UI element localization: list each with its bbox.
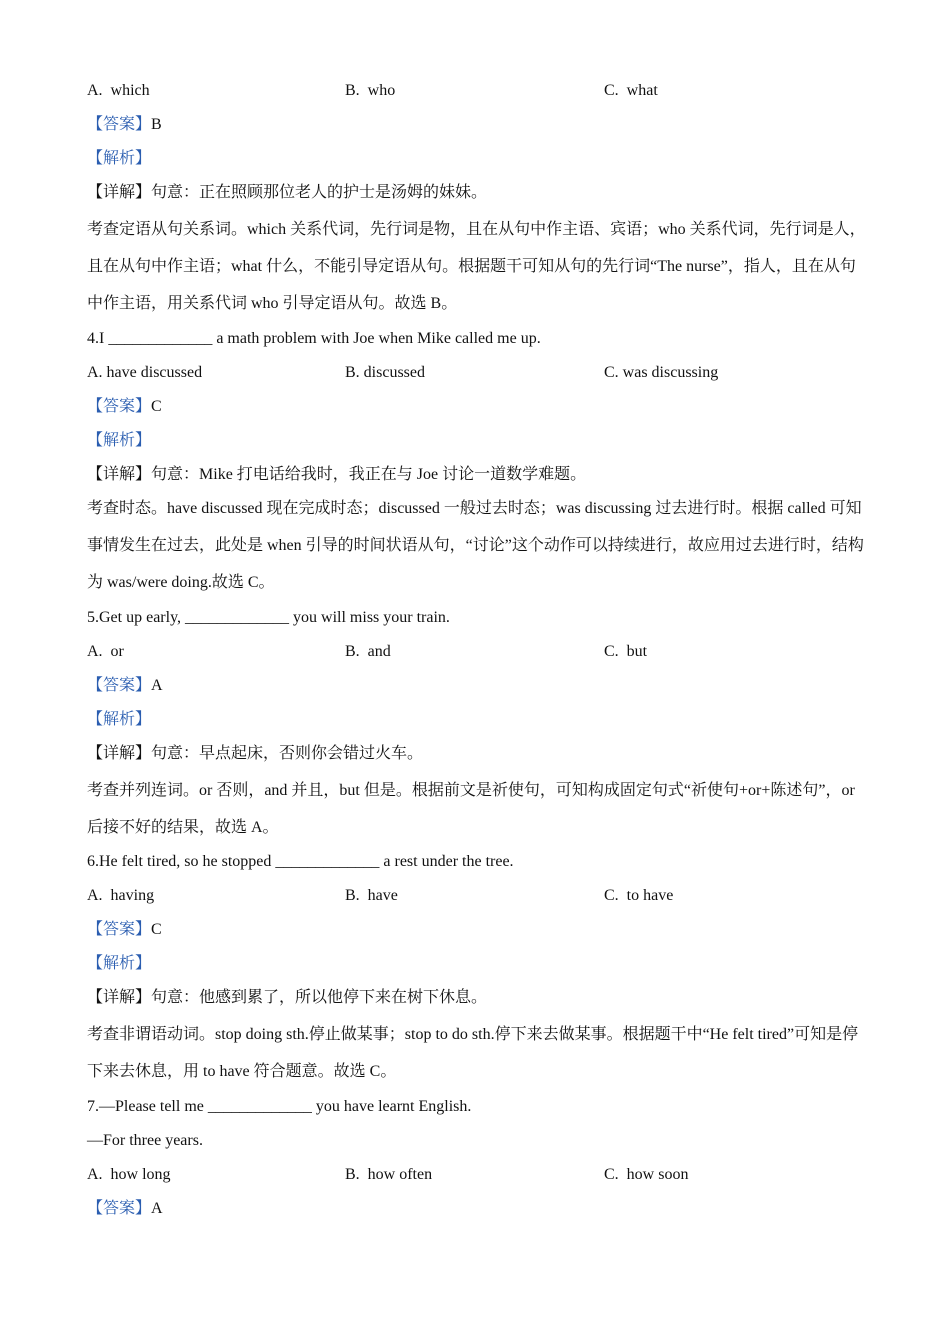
q5-detail [87,743,423,765]
q3-option-b: B. who [345,82,396,99]
detail-text: 句意：他感到累了，所以他停下来在树下休息。 [151,989,488,1006]
detail-text: 句意：正在照顾那位老人的护士是汤姆的妹妹。 [151,184,488,201]
q6-option-b: B. have [345,887,398,904]
q5-option-a: A. or [87,643,124,660]
answer-value: A [151,677,163,694]
q7-reply: —For three years. [87,1132,203,1149]
answer-label: 【答案】 [87,677,152,694]
q7-option-a: A. how long [87,1166,171,1183]
q5-option-c: C. but [604,643,648,660]
answer-value: C [151,921,162,938]
q4-explanation: 考查时态。have discussed 现在完成时态；discussed 一般过去时态；was discussing 过去进行时。根据 called 可知事情发生在过去，此处是 when 引导的时间状语从句，“讨论”这个动作可以持续进行，故应用过去进行时，结构为 was/were doing.故选 C。 [87,500,864,591]
detail-text: 句意：Mike 打电话给我时，我正在与 Joe 讨论一道数学难题。 [151,466,587,483]
q3-detail [87,182,487,204]
q7-question: 7.—Please tell me _____________ you have learnt English. [87,1098,472,1115]
q6-analysis-label: 【解析】 [87,955,152,972]
answer-value: C [151,398,162,415]
q5-option-b: B. and [345,643,391,660]
q5-answer [87,675,163,697]
q7-option-c: C. how soon [604,1166,689,1183]
q6-option-c: C. to have [604,887,674,904]
q4-answer [87,396,162,418]
q4-question: 4.I _____________ a math problem with Joe when Mike called me up. [87,330,541,347]
answer-label: 【答案】 [87,921,152,938]
q3-option-a: A. which [87,82,150,99]
q5-question: 5.Get up early, _____________ you will miss your train. [87,609,450,626]
answer-label: 【答案】 [87,116,152,133]
q3-analysis-label: 【解析】 [87,150,152,167]
q3-option-c: C. what [604,82,658,99]
detail-label: 【详解】 [87,745,152,762]
q6-detail [87,987,487,1009]
detail-label: 【详解】 [87,989,152,1006]
q7-answer [87,1198,163,1220]
q6-question: 6.He felt tired, so he stopped _____________ a rest under the tree. [87,853,514,870]
q4-analysis-label: 【解析】 [87,432,152,449]
q3-explanation: 考查定语从句关系词。which 关系代词，先行词是物，且在从句中作主语、宾语；who 关系代词，先行词是人，且在从句中作主语；what 什么，不能引导定语从句。根据题干可知从句的先行词“The nurse”，指人，且在从句中作主语，用关系代词 who 引导定语从句。故选 B。 [87,221,866,312]
q4-option-a: A. have discussed [87,364,203,381]
q5-analysis-label: 【解析】 [87,711,152,728]
detail-label: 【详解】 [87,466,152,483]
answer-value: B [151,116,162,133]
q4-detail [87,464,586,486]
q6-answer [87,919,162,941]
q3-answer [87,114,162,136]
detail-text: 句意：早点起床，否则你会错过火车。 [151,745,424,762]
q4-option-b: B. discussed [345,364,425,381]
q6-explanation: 考查非谓语动词。stop doing sth.停止做某事；stop to do sth.停下来去做某事。根据题干中“He felt tired”可知是停下来去休息，用 to have 符合题意。故选 C。 [87,1026,859,1080]
q5-explanation: 考查并列连词。or 否则，and 并且，but 但是。根据前文是祈使句，可知构成固定句式“祈使句+or+陈述句”，or 后接不好的结果，故选 A。 [87,782,855,836]
q7-option-b: B. how often [345,1166,433,1183]
answer-label: 【答案】 [87,398,152,415]
q4-option-c: C. was discussing [604,364,719,381]
q6-option-a: A. having [87,887,155,904]
answer-label: 【答案】 [87,1200,152,1217]
answer-value: A [151,1200,163,1217]
detail-label: 【详解】 [87,184,152,201]
